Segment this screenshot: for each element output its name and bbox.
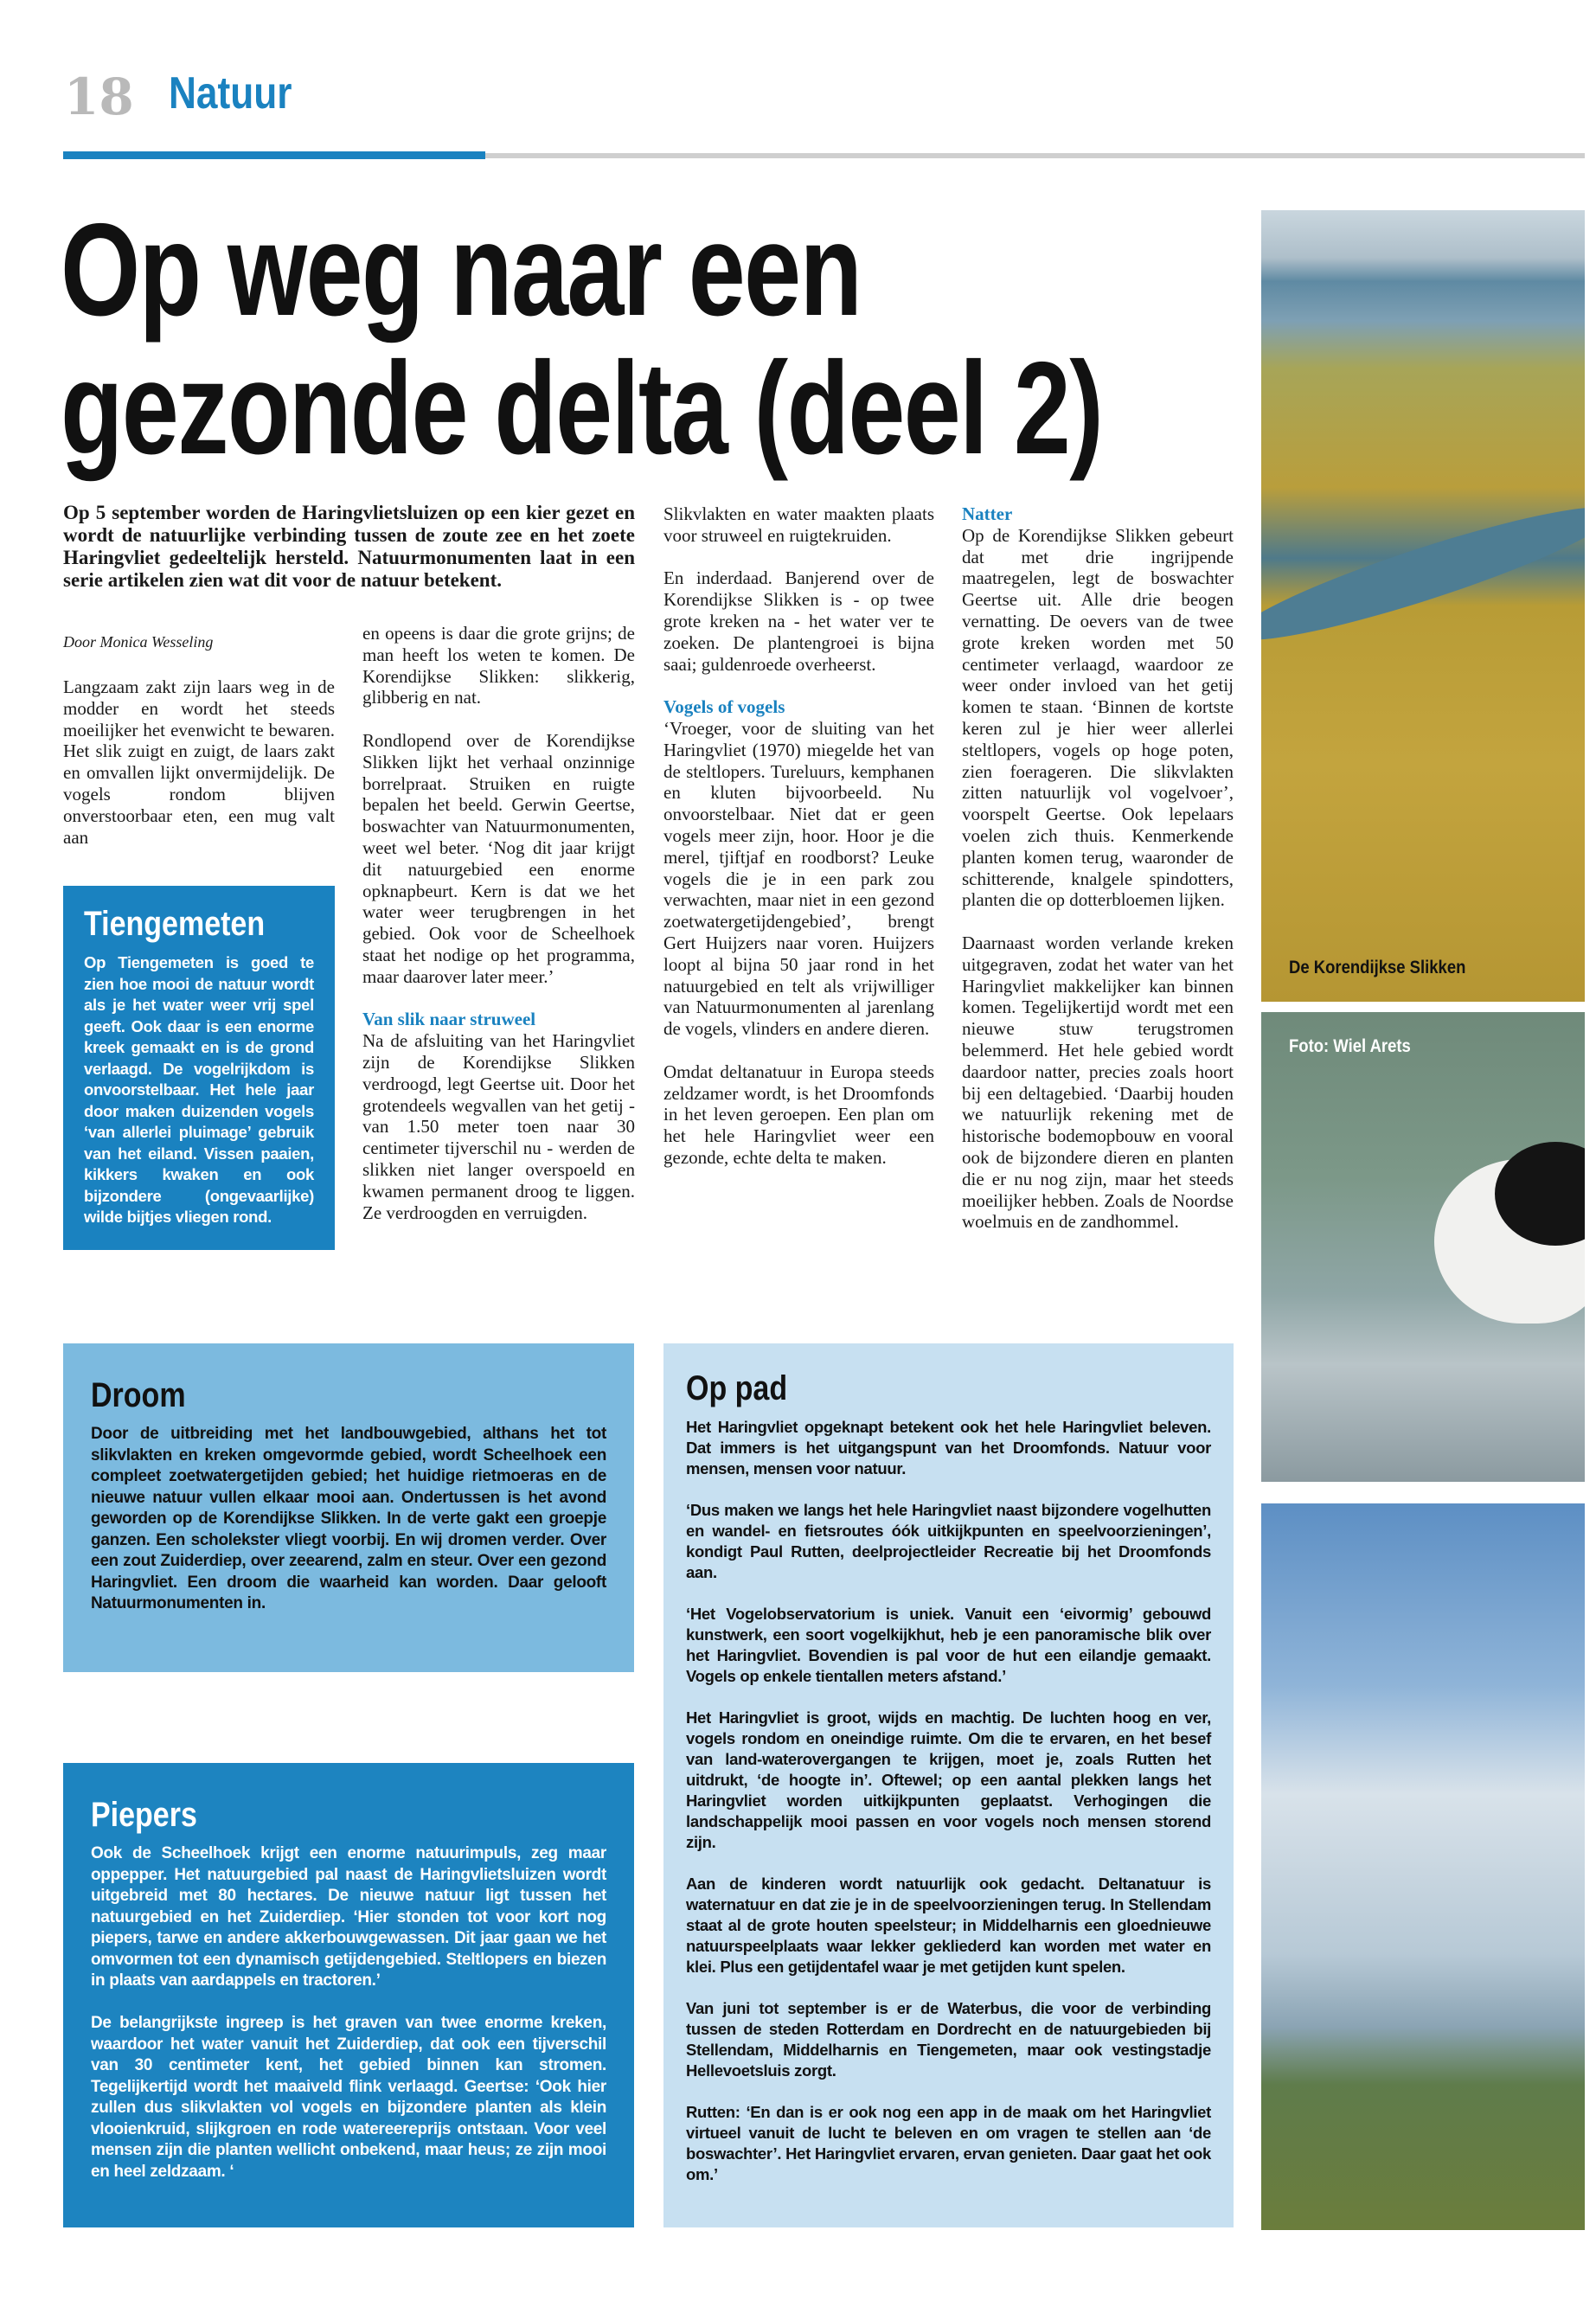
photo-avocet-bird [1261, 1012, 1585, 1482]
sidebar-box-tiengemeten [63, 886, 335, 1250]
subheading: Van slik naar struweel [362, 1009, 536, 1030]
box-piepers [63, 1763, 634, 2227]
photo-caption: De Korendijkse Slikken [1289, 958, 1466, 977]
paragraph: Langzaam zakt zijn laars weg in de modder en wordt het steeds moeilijker het evenwicht te bewaren. Het slik zuigt en zuigt, de laars zakt en omvallen lijkt onvermijdelijk. De vogels rondom blijven onverstoorbaar eten, een mug valt aan [63, 676, 335, 848]
paragraph: Slikvlakten en water maakten plaats voor struweel en ruigtekruiden. [663, 503, 934, 546]
column-4 [962, 503, 1234, 1254]
column-3 [663, 503, 934, 1190]
paragraph: Daarnaast worden verlande kreken uitgegraven, zodat het water van het Haringvliet makkelijker kan binnen komen. Tegelijkertijd wordt met een nieuwe stuw terugstromen belemmerd. Het hele gebied wordt daardoor natter, precies zoals hoort bij een deltagebied. ‘Daarbij houden we natuurlijk rekening met de historische bodemopbouw en vooral ook de bijzondere dieren en planten die er nu nog zijn, maar het steeds moeilijker hebben. Zoals de Noordse woelmuis en de zandhommel. [962, 932, 1234, 1233]
page-number: 18 [64, 67, 134, 126]
photo-aerial-salt-marsh [1261, 210, 1585, 1002]
header-rule [485, 153, 1585, 158]
column-2 [362, 623, 635, 1245]
paragraph: Rondlopend over de Korendijkse Slikken lijkt het verhaal onzinnige borrelpraat. Struiken en ruigte bepalen het beeld. Gerwin Geertse, boswachter van Natuurmonumenten, weet wel beter. ‘Nog dit jaar krijgt dit natuurgebied een enorme opknapbeurt. Kern is dat we het water weer terugbrengen in het gebied. Ook voor de Scheelhoek staat het nodige op het programma, maar daarover later meer.’ [362, 729, 635, 987]
box-text: Ook de Scheelhoek krijgt een enorme natuurimpuls, zeg maar oppepper. Het natuurgebied pal naast de Haringvlietsluizen wordt uitgebreid met 80 hectares. De nieuwe natuur ligt tussen het natuurgebied en het Zuiderdiep. ‘Hier stonden tot voor kort nog piepers, tarwe en andere akkerbouwgewassen. Dit jaar gaan we het omvormen tot een dynamisch getijdengebied. Steltlopers en biezen in plaats van aardappels en tractoren.’ [91, 1844, 606, 1990]
box-text: Aan de kinderen wordt natuurlijk ook gedacht. Deltanatuur is waternatuur en dat zie je in de speelvoorzieningen terug. In Stellendam staat al de grote houten speelsteur; in Middelharnis een gloednieuwe natuurspeelplaats waar lekker gekliederd kan worden met water en klei. Plus een getijdentafel waar je met getijden kunt spelen. [686, 1875, 1211, 1976]
paragraph: en opeens is daar die grote grijns; de man heeft los weten te komen. De Korendijkse Slikken: slikkerig, glibberig en nat. [362, 623, 635, 708]
box-text: Het Haringvliet opgeknapt betekent ook het hele Haringvliet beleven. Dat immers is het uitgangspunt van het Droomfonds. Natuur voor mensen, mensen voor natuur. [686, 1418, 1211, 1477]
section-title: Natuur [169, 68, 292, 119]
article-intro: Op 5 september worden de Haringvlietsluizen op een kier gezet en wordt de natuurlijke verbinding tussen de zoute zee en het zoete Haringvliet gedeeltelijk hersteld. Natuurmonumenten laat in een serie artikelen zien wat dit voor de natuur betekent. [63, 502, 635, 591]
box-title: Op pad [686, 1369, 788, 1407]
box-title: Piepers [91, 1796, 197, 1834]
box-op-pad [663, 1343, 1234, 2227]
column-1 [63, 676, 335, 869]
paragraph: Op de Korendijkse Slikken gebeurt dat met drie ingrijpende maatregelen, legt de boswachter Geertse uit. Alle drie beogen vernatting. De oevers van de twee grote kreken worden met 50 centimeter verlaagd, waardoor ze weer onder invloed van het getij komen te staan. ‘Binnen de kortste keren zul je hier weer allerlei steltlopers, vogels op hoge poten, zien foerageren. Die slikvlakten zitten natuurlijk vol vogelvoer’, voorspelt Geertse. Ook lepelaars voelen zich thuis. Kenmerkende planten komen terug, waaronder de schitterende, knalgele spindotters, planten die op dotterbloemen lijken. [962, 524, 1234, 911]
paragraph: ‘Vroeger, voor de sluiting van het Haringvliet (1970) miegelde het van de steltlopers. Tureluurs, kemphanen en kluten bijvoorbeeld. Nu onvoorstelbaar. Niet dat er geen vogels meer zijn, hoor. Hoor je die merel, tjiftjaf en roodborst? Leuke vogels die je in een park zou verwachten, maar niet in een gezond zoetwatergetijdengebied’, brengt Gert Huijzers naar voren. Huijzers loopt al bijna 50 jaar rond in het natuurgebied en telt als vrijwilliger van Natuurmonumenten al jarenlang de vogels, vlinders en andere dieren. [663, 717, 934, 1040]
box-text: ‘Het Vogelobservatorium is uniek. Vanuit een ‘eivormig’ gebouwd kunstwerk, een soort vogelkijkhut, heb je een panoramische blik over het Haringvliet. Bovendien is pal voor de hut een eilandje gemaakt. Vogels op enkele tientallen meters afstand.’ [686, 1605, 1211, 1685]
box-title: Tiengemeten [84, 905, 266, 943]
box-text: Het Haringvliet is groot, wijds en machtig. De luchten hoog en ver, vogels rondom en oneindige ruimte. Om die te ervaren, en het besef van land-waterovergangen te krijgen, moet je, zoals Rutten het uitdrukt, ‘de hoogte in’. Oftewel; op een aantal plekken langs het Haringvliet worden uitkijkpunten geplaatst. Verhogingen die landschappelijk mooi passen en voor vogels noch mensen storend zijn. [686, 1708, 1211, 1851]
byline: Door Monica Wesseling [63, 633, 214, 651]
photo-credit: Foto: Wiel Arets [1289, 1036, 1411, 1056]
subheading: Vogels of vogels [663, 696, 785, 718]
box-text: Van juni tot september is er de Waterbus, die voor de verbinding tussen de steden Rotterdam en Dordrecht en de natuurgebieden bij Stellendam, Middelharnis en Tiengemeten, maar ook vestingstadje Hellevoetsluis zorgt. [686, 1999, 1211, 2080]
photo-haringvliet-landscape [1261, 1503, 1585, 2230]
paragraph: Na de afsluiting van het Haringvliet zijn de Korendijkse Slikken verdroogd, legt Geertse uit. Door het grotendeels wegvallen van het getij - van 1.50 meter toen naar 30 centimeter tijverschil nu - werden de slikken niet langer overspoeld en kwamen permanent droog te liggen. Ze verdroogden en verruigden. [362, 1030, 635, 1223]
box-text: Op Tiengemeten is goed te zien hoe mooi de natuur wordt als je het water weer vrij spel geeft. Ook daar is een enorme kreek gemaakt en is de grond verlaagd. De vogelrijkdom is onvoorstelbaar. Het hele jaar door maken duizenden vogels ‘van allerlei pluimage’ gebruik van het eiland. Vissen paaien, kikkers kwaken en ook bijzondere (ongevaarlijke) wilde bijtjes vliegen rond. [84, 953, 314, 1226]
paragraph: En inderdaad. Banjerend over de Korendijkse Slikken is - op twee grote kreken na - het water ver te zoeken. De plantengroei is bijna saai; guldenroede overheerst. [663, 567, 934, 675]
box-droom [63, 1343, 634, 1672]
paragraph: Omdat deltanatuur in Europa steeds zeldzamer wordt, is het Droomfonds in het leven geroepen. Een plan om het hele Haringvliet weer een gezonde, echte delta te maken. [663, 1061, 934, 1168]
article-title: Op weg naar een gezonde delta (deel 2) [61, 196, 1103, 482]
box-text: Door de uitbreiding met het landbouwgebied, althans het tot slikvlakten en kreken omgevormde gebied, wordt Scheelhoek een compleet zoetwatergetijden gebied; het huidige rietmoeras en de nieuwe natuur vullen elkaar mooi aan. Ondertussen is het avond geworden op de Korendijkse Slikken. In de verte gakt een groepje ganzen. Een scholekster vliegt voorbij. En wij dromen verder. Over een zout Zuiderdiep, over zeearend, zalm en steur. Over een gezond Haringvliet. Een droom die waarheid kan worden. Daar gelooft Natuurmonumenten in. [91, 1425, 606, 1612]
box-text: De belangrijkste ingreep is het graven van twee enorme kreken, waardoor het water vanuit het Zuiderdiep, dat ook een tijverschil van 30 centimeter kent, het gebied binnen kan stromen. Tegelijkertijd wordt het maaiveld flink verlaagd. Geertse: ‘Ook hier zullen dus slikvlakten vol vogels en bijzondere planten als klein vlooienkruid, slijkgroen en rode watereereprijs ontstaan. Voor veel mensen zijn die planten wellicht onbekend, maar heus; ze zijn mooi en heel zeldzaam. ‘ [91, 2014, 606, 2181]
subheading: Natter [962, 503, 1013, 524]
header-rule-accent [63, 151, 485, 159]
box-text: Rutten: ‘En dan is er ook nog een app in de maak om het Haringvliet virtueel vanuit de lucht te beleven en om vragen te stellen aan ‘de boswachter’. Het Haringvliet ervaren, ervan genieten. Daar gaat het ook om.’ [686, 2103, 1211, 2183]
box-title: Droom [91, 1376, 186, 1414]
box-text: ‘Dus maken we langs het hele Haringvliet naast bijzondere vogelhutten en wandel- en fietsroutes óók uitkijkpunten en speelvoorzieningen’, kondigt Paul Rutten, deelprojectleider Recreatie bij het Droomfonds aan. [686, 1501, 1211, 1581]
